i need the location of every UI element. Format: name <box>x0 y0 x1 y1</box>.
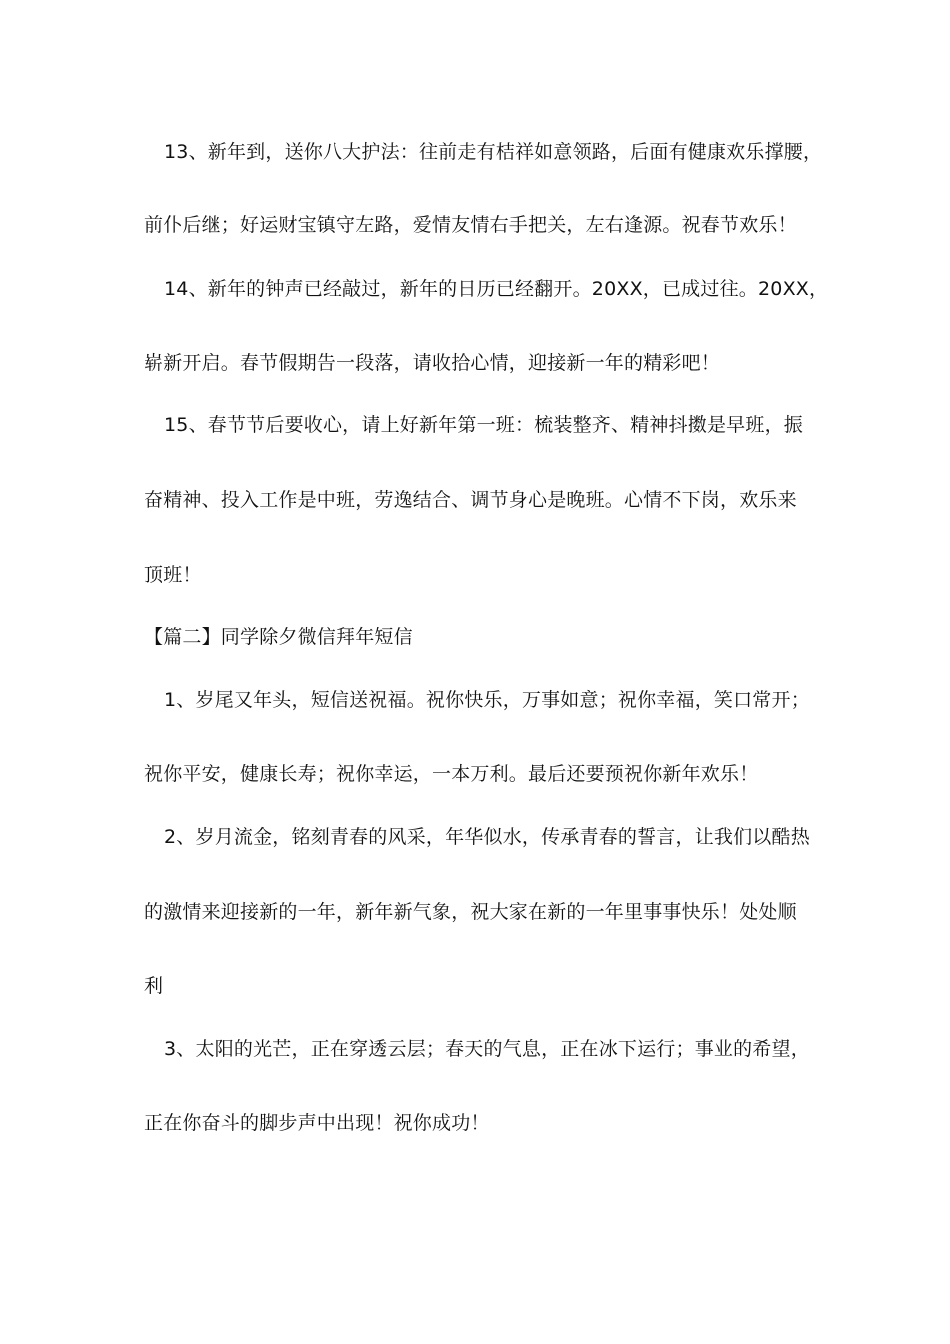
paragraph-3-line-2: 正在你奋斗的脚步声中出现！祝你成功！ <box>144 1112 490 1134</box>
paragraph-13-line-2: 前仆后继；好运财宝镇守左路，爱情友情右手把关，左右逢源。祝春节欢乐！ <box>144 214 797 236</box>
paragraph-1-line-2: 祝你平安，健康长寿；祝你幸运，一本万利。最后还要预祝你新年欢乐！ <box>144 763 759 785</box>
paragraph-13-line-1: 13、新年到，送你八大护法：往前走有桔祥如意领路，后面有健康欢乐撑腰， <box>164 141 823 163</box>
paragraph-2-line-1: 2、岁月流金，铭刻青春的风采，年华似水，传承青春的誓言，让我们以酷热 <box>164 826 810 848</box>
paragraph-3-line-1: 3、太阳的光芒，正在穿透云层；春天的气息，正在冰下运行；事业的希望， <box>164 1038 810 1060</box>
paragraph-2-line-3: 利 <box>144 975 164 997</box>
paragraph-15-line-1: 15、春节节后要收心，请上好新年第一班：梳装整齐、精神抖擞是早班，振 <box>164 414 803 436</box>
paragraph-15-line-2: 奋精神、投入工作是中班，劳逸结合、调节身心是晚班。心情不下岗，欢乐来 <box>144 489 797 511</box>
section-heading: 【篇二】同学除夕微信拜年短信 <box>144 626 413 648</box>
paragraph-14-line-1: 14、新年的钟声已经敲过，新年的日历已经翻开。20XX，已成过往。20XX， <box>164 278 829 300</box>
paragraph-15-line-3: 顶班！ <box>144 564 202 586</box>
paragraph-14-line-2: 崭新开启。春节假期告一段落，请收拾心情，迎接新一年的精彩吧！ <box>144 352 721 374</box>
paragraph-1-line-1: 1、岁尾又年头，短信送祝福。祝你快乐，万事如意；祝你幸福，笑口常开； <box>164 689 810 711</box>
paragraph-2-line-2: 的激情来迎接新的一年，新年新气象，祝大家在新的一年里事事快乐！处处顺 <box>144 901 797 923</box>
